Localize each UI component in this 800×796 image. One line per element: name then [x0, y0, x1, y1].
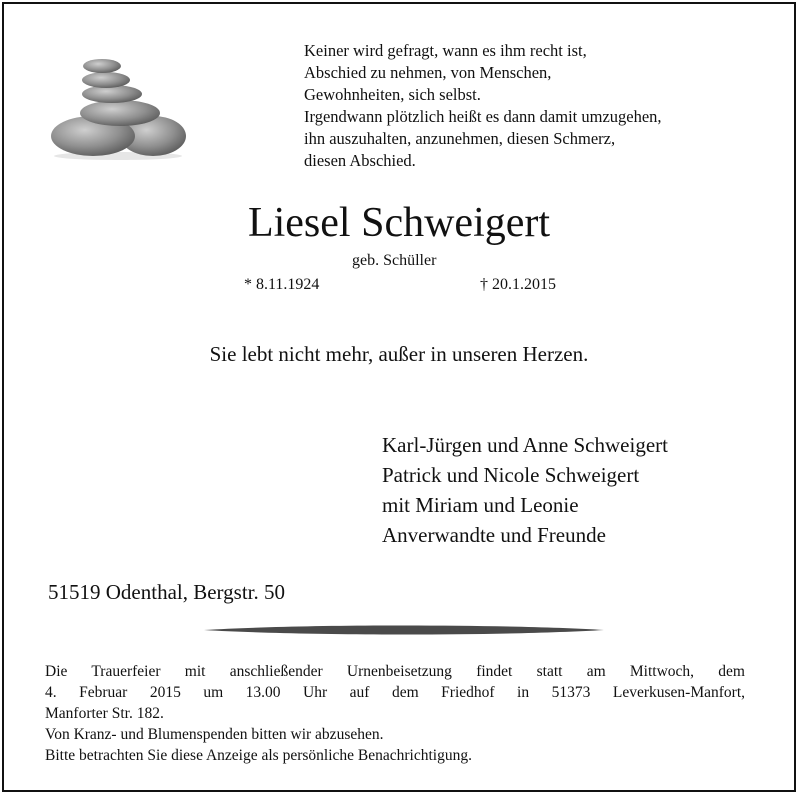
mourner-line: Karl-Jürgen und Anne Schweigert	[382, 433, 668, 457]
info-line: 4. Februar 2015 um 13.00 Uhr auf dem Friedhof in 51373 Leverkusen-Manfort,	[45, 684, 745, 701]
decorative-divider	[204, 622, 604, 638]
info-line: Von Kranz- und Blumenspenden bitten wir abzusehen.	[45, 726, 384, 743]
birth-date: * 8.11.1924	[244, 276, 320, 293]
deceased-name: Liesel Schweigert	[247, 200, 551, 246]
mourner-line: mit Miriam und Leonie	[382, 493, 579, 517]
poem-line: Gewohnheiten, sich selbst.	[304, 85, 481, 104]
motto: Sie lebt nicht mehr, außer in unseren Herzen.	[209, 342, 589, 366]
poem	[304, 40, 764, 172]
mourner-line: Anverwandte und Freunde	[382, 523, 606, 547]
ceremony-info	[45, 661, 745, 766]
born-name: geb. Schüller	[352, 252, 437, 269]
mourners-list	[382, 430, 668, 550]
death-date: † 20.1.2015	[480, 276, 556, 293]
info-line: Die Trauerfeier mit anschließender Urnenbeisetzung findet statt am Mittwoch, dem	[45, 663, 745, 680]
mourner-line: Patrick und Nicole Schweigert	[382, 463, 640, 487]
poem-line: Keiner wird gefragt, wann es ihm recht ist,	[304, 41, 587, 60]
stacked-stones-image	[48, 48, 188, 160]
info-line: Manforter Str. 182.	[45, 705, 164, 722]
poem-line: Abschied zu nehmen, von Menschen,	[304, 63, 552, 82]
poem-line: ihn auszuhalten, anzunehmen, diesen Schmerz,	[304, 129, 616, 148]
address: 51519 Odenthal, Bergstr. 50	[48, 580, 286, 604]
poem-line: Irgendwann plötzlich heißt es dann damit umzugehen,	[304, 107, 662, 126]
poem-line: diesen Abschied.	[304, 151, 416, 170]
info-line: Bitte betrachten Sie diese Anzeige als persönliche Benachrichtigung.	[45, 747, 472, 764]
obituary-frame	[2, 2, 796, 792]
